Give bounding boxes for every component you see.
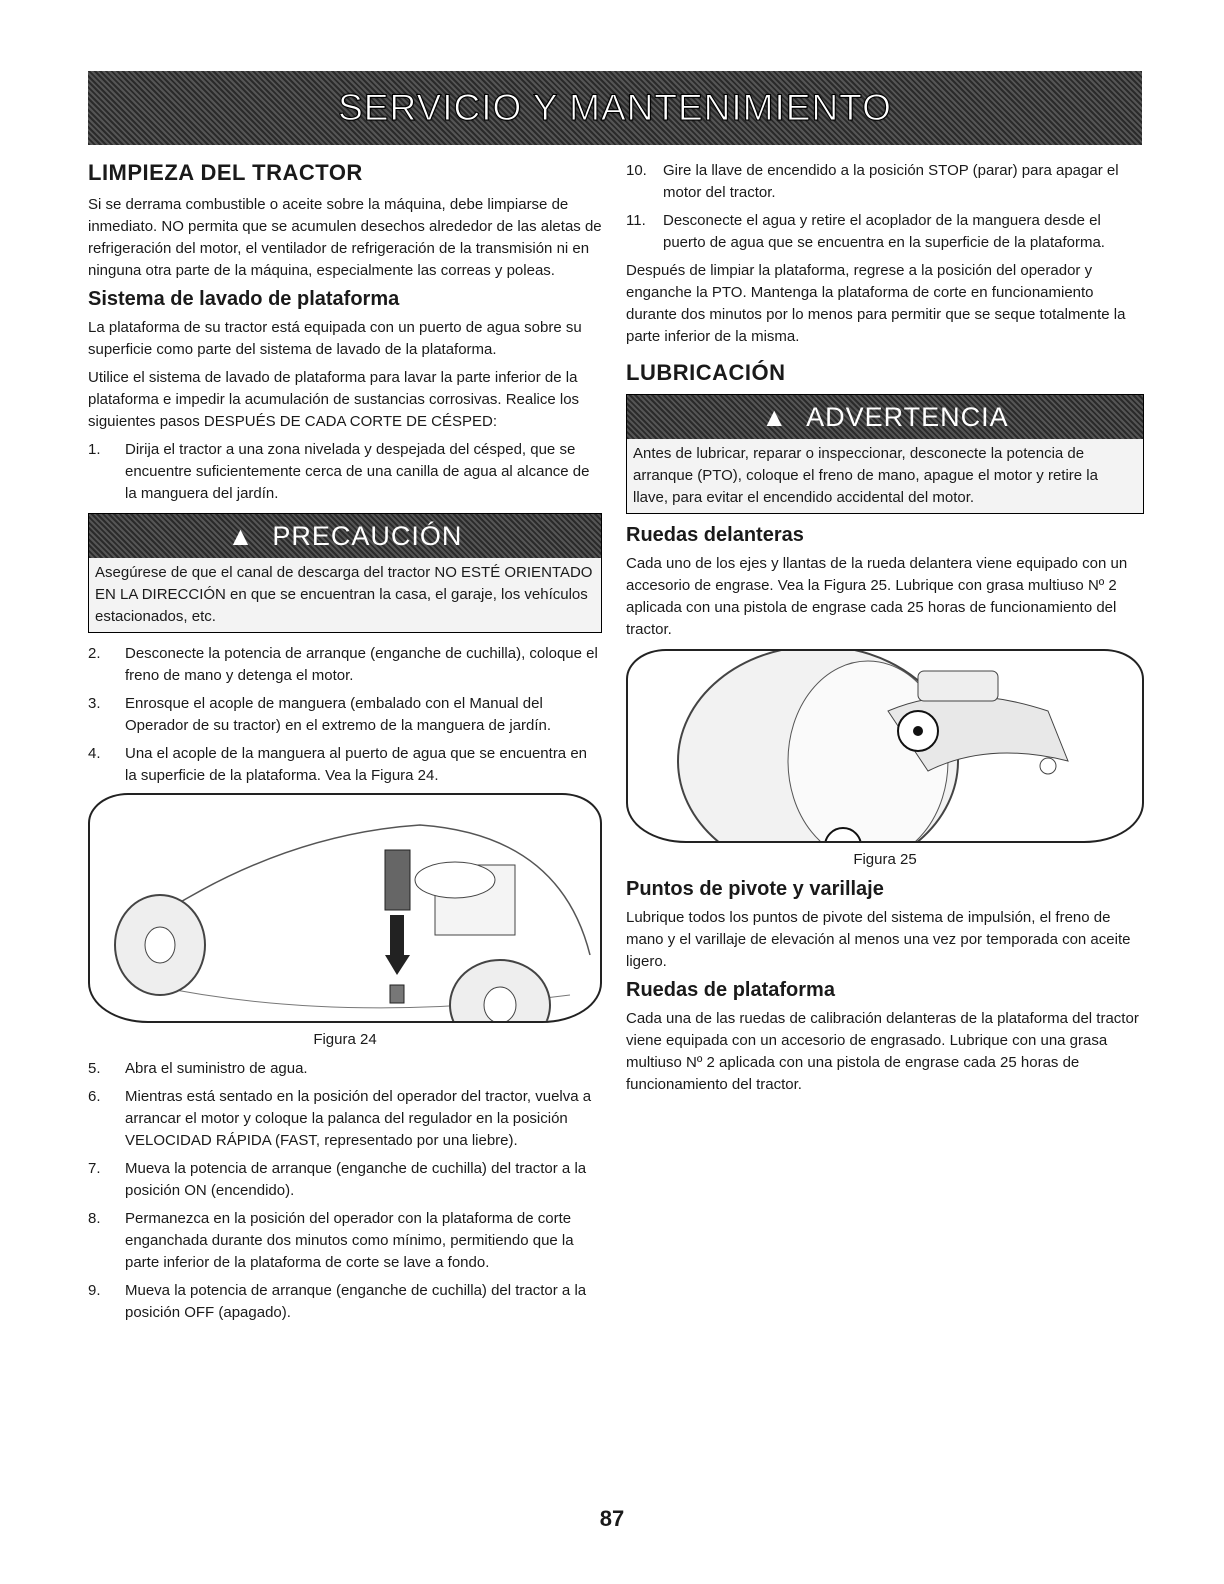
lubricacion-heading: LUBRICACIÓN — [626, 360, 786, 385]
figure-25-caption: Figura 25 — [853, 851, 917, 868]
list-item: 11. Desconecte el agua y retire el acoplador de la manguera desde el puerto de agua que se encuentra en la superficie de la plataforma. — [626, 212, 1105, 251]
list-item: 3. Enrosque el acople de manguera (embalado con el Manual del Operador de su tractor) en el extremo de la manguera de jardín. — [88, 695, 552, 734]
ruedas-delanteras-heading: Ruedas delanteras — [626, 524, 804, 546]
figure-25 — [626, 649, 1144, 843]
sistema-paragraph-2: Utilice el sistema de lavado de plataforma para lavar la parte inferior de la plataforma e impedir la acumulación de sustancias corrosivas. Realice los siguientes pasos DESPUÉS DE CADA CORTE DE CÉSPED: — [88, 369, 580, 430]
mower-deck-illustration — [90, 795, 600, 1021]
steps-list-2 — [88, 643, 602, 787]
warning-title: ADVERTENCIA — [806, 401, 1009, 432]
sistema-paragraph-1: La plataforma de su tractor está equipada con un puerto de agua sobre su superficie como parte del sistema de lavado de la plataforma. — [88, 319, 582, 358]
pivote-paragraph: Lubrique todos los puntos de pivote del sistema de impulsión, el freno de mano y el varillaje de elevación al menos una vez por temporada con aceite ligero. — [626, 909, 1131, 970]
list-item: 7. Mueva la potencia de arranque (enganche de cuchilla) del tractor a la posición ON (encendido). — [88, 1160, 587, 1199]
pivote-heading: Puntos de pivote y varillaje — [626, 878, 884, 900]
caution-box — [88, 513, 602, 633]
warning-header — [627, 395, 1143, 439]
after-cleaning-paragraph: Después de limpiar la plataforma, regrese a la posición del operador y enganche la PTO. Mantenga la plataforma de corte en funcionamiento durante dos minutos por lo menos para permitir que se seque totalmente la parte inferior de la misma. — [626, 262, 1126, 345]
warning-text: Antes de lubricar, reparar o inspeccionar, desconecte la potencia de arranque (PTO), coloque el freno de mano, apague el motor y retire la llave, para evitar el encendido accidental del motor. — [627, 439, 1143, 513]
list-item: 8. Permanezca en la posición del operador con la plataforma de corte enganchada durante dos minutos como mínimo, permitiendo que la parte inferior de la plataforma de corte se lave a fondo. — [88, 1210, 574, 1271]
banner-title: SERVICIO Y MANTENIMIENTO — [338, 87, 892, 128]
list-item: 6. Mientras está sentado en la posición del operador del tractor, vuelva a arrancar el motor y coloque la palanca del regulador en la posición VELOCIDAD RÁPIDA (FAST, representado por una liebre). — [88, 1088, 592, 1149]
ruedas-plataforma-paragraph: Cada una de las ruedas de calibración delanteras de la plataforma del tractor viene equipada con un accesorio de engrasado. Lubrique con una grasa multiuso Nº 2 aplicada con una pistola de engrase cada 25 horas de funcionamiento del tractor. — [626, 1010, 1139, 1093]
ruedas-delanteras-paragraph: Cada uno de los ejes y llantas de la rueda delantera viene equipado con un accesorio de engrase. Vea la Figura 25. Lubrique con grasa multiuso Nº 2 aplicada con una pistola de engrase cada 25 horas de funcionamiento del tractor. — [626, 555, 1128, 638]
limpieza-paragraph: Si se derrama combustible o aceite sobre la máquina, debe limpiarse de inmediato. NO permita que se acumulen desechos alrededor de las aletas de refrigeración del motor, el ventilador de refrigeración de la transmisión ni en ninguna otra parte de la máquina, especialmente las correas y poleas. — [88, 196, 602, 279]
ruedas-plataforma-heading: Ruedas de plataforma — [626, 979, 835, 1001]
caution-text: Asegúrese de que el canal de descarga del tractor NO ESTÉ ORIENTADO EN LA DIRECCIÓN en que se encuentran la casa, el garaje, los vehículos estacionados, etc. — [89, 558, 601, 632]
sistema-heading: Sistema de lavado de plataforma — [88, 288, 400, 310]
section-banner — [88, 71, 1142, 145]
list-item: 5. Abra el suministro de agua. — [88, 1060, 308, 1077]
warning-triangle-icon: ▲ — [761, 401, 789, 432]
steps-list-1 — [88, 439, 602, 505]
figure-24-caption: Figura 24 — [313, 1031, 377, 1048]
list-item: 2. Desconecte la potencia de arranque (enganche de cuchilla), coloque el freno de mano y detenga el motor. — [88, 645, 598, 684]
caution-title: PRECAUCIÓN — [272, 520, 463, 551]
limpieza-heading: LIMPIEZA DEL TRACTOR — [88, 160, 363, 185]
list-item: 1. Dirija el tractor a una zona nivelada y despejada del césped, que se encuentre suficientemente cerca de una canilla de agua al alcance de la manguera del jardín. — [88, 441, 590, 502]
figure-24 — [88, 793, 602, 1023]
caution-header — [89, 514, 601, 558]
left-column — [88, 160, 602, 1330]
list-item: 9. Mueva la potencia de arranque (enganche de cuchilla) del tractor a la posición OFF (apagado). — [88, 1282, 587, 1321]
list-item: 10. Gire la llave de encendido a la posición STOP (parar) para apagar el motor del tractor. — [626, 162, 1119, 201]
front-wheel-illustration — [628, 651, 1142, 841]
list-item: 4. Una el acople de la manguera al puerto de agua que se encuentra en la superficie de la plataforma. Vea la Figura 24. — [88, 745, 588, 784]
steps-list-3 — [88, 1058, 602, 1324]
steps-list-4 — [626, 160, 1144, 254]
right-column — [626, 160, 1144, 1102]
warning-triangle-icon: ▲ — [227, 520, 255, 551]
warning-box — [626, 394, 1144, 514]
page-number: 87 — [599, 1506, 625, 1531]
